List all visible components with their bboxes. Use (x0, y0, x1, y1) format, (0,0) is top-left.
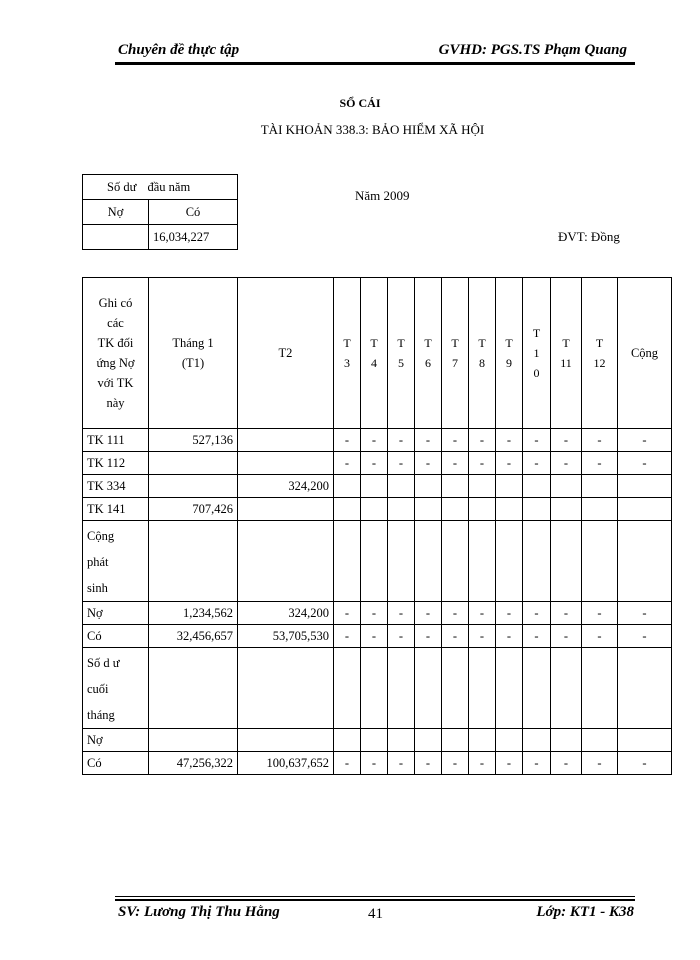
header-month-12: T 12 (582, 278, 618, 429)
closing-row-1-m10: - (523, 752, 551, 775)
closing-block-cell (618, 648, 672, 729)
header-t2: T2 (238, 278, 334, 429)
total-row-0-m12: - (582, 602, 618, 625)
footer-student: SV: Lương Thị Thu Hằng (118, 904, 280, 920)
closing-block-cell (442, 648, 469, 729)
closing-row-1-m5: - (388, 752, 415, 775)
closing-row-0-m4 (361, 729, 388, 752)
total-row-0-m11: - (551, 602, 582, 625)
total-block-cell (469, 521, 496, 602)
total-block-cell (442, 521, 469, 602)
row-0-t2 (238, 429, 334, 452)
opening-credit-value: 16,034,227 (149, 225, 238, 250)
row-3-t1: 707,426 (149, 498, 238, 521)
total-row-1-m13: - (618, 625, 672, 648)
total-row-0-m8: - (469, 602, 496, 625)
total-row-0-m10: - (523, 602, 551, 625)
total-row-1-m7: - (442, 625, 469, 648)
row-1-label: TK 112 (83, 452, 149, 475)
closing-block-cell (496, 648, 523, 729)
row-2-m4 (361, 475, 388, 498)
closing-row-0-m3 (334, 729, 361, 752)
row-1-m5: - (388, 452, 415, 475)
row-0-m11: - (551, 429, 582, 452)
ledger-header-row (83, 278, 672, 429)
row-2-m9 (496, 475, 523, 498)
table-row (83, 452, 672, 475)
row-0-m3: - (334, 429, 361, 452)
closing-row-1-label: Có (83, 752, 149, 775)
total-block-cell (618, 521, 672, 602)
total-row-1-m11: - (551, 625, 582, 648)
closing-row-0-t2 (238, 729, 334, 752)
total-block-cell (551, 521, 582, 602)
row-0-m10: - (523, 429, 551, 452)
row-3-m10 (523, 498, 551, 521)
row-0-m9: - (496, 429, 523, 452)
header-month-6: T 6 (415, 278, 442, 429)
closing-row-0-m13 (618, 729, 672, 752)
header-total: Cộng (618, 278, 672, 429)
closing-block-cell (415, 648, 442, 729)
closing-block-cell (149, 648, 238, 729)
row-0-m7: - (442, 429, 469, 452)
row-0-m8: - (469, 429, 496, 452)
closing-block-cell (361, 648, 388, 729)
closing-row-0-m11 (551, 729, 582, 752)
header-month-9: T 9 (496, 278, 523, 429)
doc-title: SỔ CÁI (339, 96, 381, 110)
row-1-m3: - (334, 452, 361, 475)
row-1-t2 (238, 452, 334, 475)
table-row (83, 625, 672, 648)
row-3-m5 (388, 498, 415, 521)
total-block-label: Cộng phát sinh (83, 521, 149, 602)
closing-block-cell (551, 648, 582, 729)
row-2-m13 (618, 475, 672, 498)
row-2-t1 (149, 475, 238, 498)
header-month-5: T 5 (388, 278, 415, 429)
closing-row-0-m5 (388, 729, 415, 752)
closing-row-1-m6: - (415, 752, 442, 775)
row-3-m12 (582, 498, 618, 521)
table-row (83, 602, 672, 625)
row-2-m6 (415, 475, 442, 498)
header-left: Chuyên đề thực tập (118, 42, 240, 58)
row-3-t2 (238, 498, 334, 521)
closing-block-cell (469, 648, 496, 729)
row-0-m12: - (582, 429, 618, 452)
row-3-m8 (469, 498, 496, 521)
total-row-1-m5: - (388, 625, 415, 648)
row-2-m12 (582, 475, 618, 498)
closing-block-cell (582, 648, 618, 729)
closing-row-0-m9 (496, 729, 523, 752)
closing-row-1-t1: 47,256,322 (149, 752, 238, 775)
table-row (83, 752, 672, 775)
row-1-t1 (149, 452, 238, 475)
header-month-1: Tháng 1 (T1) (149, 278, 238, 429)
row-0-label: TK 111 (83, 429, 149, 452)
header-month-8: T 8 (469, 278, 496, 429)
total-row-0-m13: - (618, 602, 672, 625)
closing-block (83, 648, 672, 729)
total-row-0-m3: - (334, 602, 361, 625)
closing-row-0-t1 (149, 729, 238, 752)
row-3-m4 (361, 498, 388, 521)
row-2-m11 (551, 475, 582, 498)
closing-block-label: Số d ư cuối tháng (83, 648, 149, 729)
row-3-m9 (496, 498, 523, 521)
opening-label-left: Số dư (107, 179, 137, 194)
closing-row-1-m4: - (361, 752, 388, 775)
opening-label-right: đầu năm (147, 179, 191, 194)
table-row (83, 498, 672, 521)
row-0-m6: - (415, 429, 442, 452)
closing-row-0-m12 (582, 729, 618, 752)
total-row-1-m3: - (334, 625, 361, 648)
total-block-cell (496, 521, 523, 602)
total-row-1-label: Có (83, 625, 149, 648)
closing-row-1-t2: 100,637,652 (238, 752, 334, 775)
opening-debit-label: Nợ (83, 200, 149, 225)
total-block-cell (388, 521, 415, 602)
row-3-m13 (618, 498, 672, 521)
row-2-m5 (388, 475, 415, 498)
row-2-t2: 324,200 (238, 475, 334, 498)
page-header (115, 40, 635, 64)
header-month-7: T 7 (442, 278, 469, 429)
header-month-11: T 11 (551, 278, 582, 429)
total-row-0-m6: - (415, 602, 442, 625)
total-row-1-t1: 32,456,657 (149, 625, 238, 648)
opening-credit-label: Có (149, 200, 238, 225)
row-3-m7 (442, 498, 469, 521)
row-0-t1: 527,136 (149, 429, 238, 452)
closing-row-1-m8: - (469, 752, 496, 775)
row-1-m7: - (442, 452, 469, 475)
closing-row-1-m12: - (582, 752, 618, 775)
row-1-m10: - (523, 452, 551, 475)
total-block (83, 521, 672, 602)
header-account: Ghi có các TK đối ứng Nợ với TK này (83, 278, 149, 429)
row-2-m10 (523, 475, 551, 498)
footer-rule-top (115, 896, 635, 897)
closing-row-0-m7 (442, 729, 469, 752)
total-block-cell (523, 521, 551, 602)
closing-block-cell (238, 648, 334, 729)
row-2-m7 (442, 475, 469, 498)
row-1-m8: - (469, 452, 496, 475)
row-1-m4: - (361, 452, 388, 475)
unit-label: ĐVT: Đồng (558, 229, 620, 244)
row-1-m12: - (582, 452, 618, 475)
closing-row-0-m8 (469, 729, 496, 752)
total-row-0-t2: 324,200 (238, 602, 334, 625)
total-row-0-t1: 1,234,562 (149, 602, 238, 625)
row-3-m11 (551, 498, 582, 521)
header-right: GVHD: PGS.TS Phạm Quang (438, 42, 627, 58)
closing-row-0-m10 (523, 729, 551, 752)
total-row-1-m10: - (523, 625, 551, 648)
closing-row-0-label: Nợ (83, 729, 149, 752)
row-2-m3 (334, 475, 361, 498)
row-1-m9: - (496, 452, 523, 475)
year-label: Năm 2009 (355, 188, 410, 203)
total-block-cell (361, 521, 388, 602)
closing-row-1-m13: - (618, 752, 672, 775)
closing-row-0-m6 (415, 729, 442, 752)
row-0-m13: - (618, 429, 672, 452)
total-block-cell (238, 521, 334, 602)
table-row (83, 729, 672, 752)
total-block-cell (582, 521, 618, 602)
opening-balance-header (83, 175, 238, 200)
row-3-m3 (334, 498, 361, 521)
closing-block-cell (523, 648, 551, 729)
total-row-1-t2: 53,705,530 (238, 625, 334, 648)
header-month-4: T 4 (361, 278, 388, 429)
row-3-label: TK 141 (83, 498, 149, 521)
doc-subtitle: TÀI KHOẢN 338.3: BẢO HIỂM XÃ HỘI (260, 122, 485, 137)
total-row-1-m12: - (582, 625, 618, 648)
row-2-label: TK 334 (83, 475, 149, 498)
total-block-cell (149, 521, 238, 602)
row-3-m6 (415, 498, 442, 521)
total-row-0-label: Nợ (83, 602, 149, 625)
closing-block-cell (334, 648, 361, 729)
header-rule (115, 64, 635, 65)
total-row-0-m9: - (496, 602, 523, 625)
row-1-m6: - (415, 452, 442, 475)
total-row-0-m4: - (361, 602, 388, 625)
row-0-m5: - (388, 429, 415, 452)
total-row-1-m4: - (361, 625, 388, 648)
table-row (83, 429, 672, 452)
closing-block-cell (388, 648, 415, 729)
table-row (83, 475, 672, 498)
header-month-3: T 3 (334, 278, 361, 429)
closing-row-1-m11: - (551, 752, 582, 775)
page-number: 41 (368, 906, 383, 922)
total-row-1-m8: - (469, 625, 496, 648)
opening-debit-value (83, 225, 149, 250)
opening-balance-table (82, 174, 238, 250)
footer-class: Lớp: KT1 - K38 (536, 904, 634, 920)
closing-row-1-m9: - (496, 752, 523, 775)
total-block-cell (415, 521, 442, 602)
footer-rule (115, 899, 635, 901)
header-month-10: T 1 0 (523, 278, 551, 429)
total-row-1-m6: - (415, 625, 442, 648)
row-0-m4: - (361, 429, 388, 452)
total-row-0-m7: - (442, 602, 469, 625)
ledger-table (82, 277, 672, 775)
closing-row-1-m3: - (334, 752, 361, 775)
closing-row-1-m7: - (442, 752, 469, 775)
row-1-m13: - (618, 452, 672, 475)
total-row-0-m5: - (388, 602, 415, 625)
row-1-m11: - (551, 452, 582, 475)
row-2-m8 (469, 475, 496, 498)
total-block-cell (334, 521, 361, 602)
total-row-1-m9: - (496, 625, 523, 648)
